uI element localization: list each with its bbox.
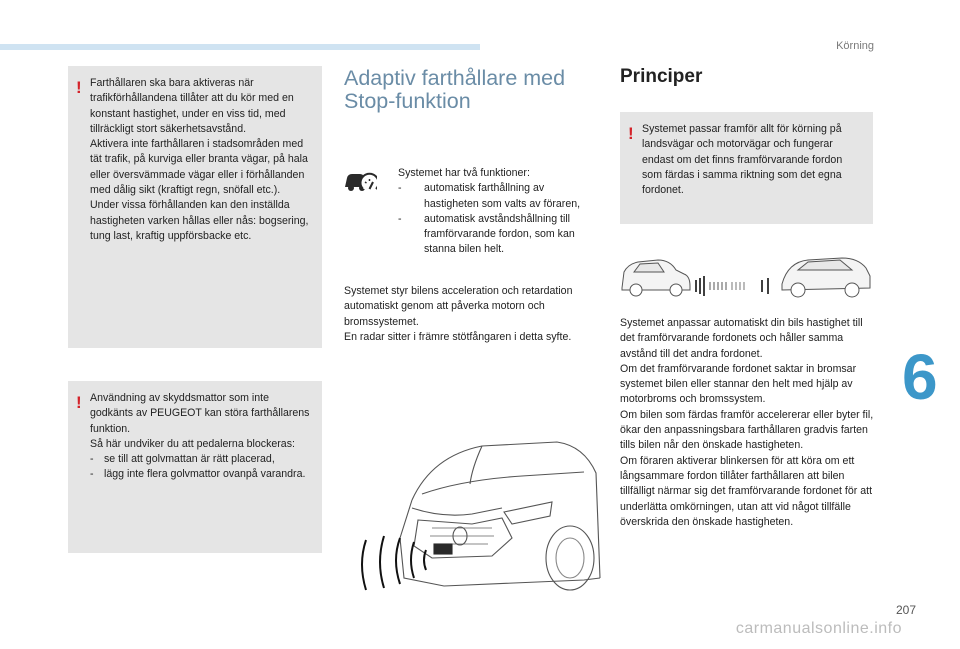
- warning-icon: !: [628, 124, 634, 143]
- warning-paragraph: Under vissa förhållanden kan den inställda hastigheten varken hållas eller nås: bogsering, tung last, kraftig uppförsbacke etc.: [90, 199, 309, 242]
- header-bar: [0, 44, 480, 50]
- body-paragraph: Om bilen som färdas framför accelererar eller byter fil, ökar den anpassningsbara farthållaren gradvis farten tills bilen når den önskade hastigheten.: [620, 408, 874, 452]
- body-paragraph: Systemet styr bilens acceleration och retardation automatiskt genom att påverka motorn och bromssystemet.: [344, 285, 573, 328]
- list-item: - automatisk farthållning av hastigheten som valts av föraren,: [398, 181, 598, 212]
- list-item: - lägg inte flera golvmattor ovanpå varandra.: [90, 467, 314, 482]
- car-front-radar-illustration: [352, 428, 604, 598]
- section-name: Körning: [836, 40, 874, 52]
- floor-mat-list: [90, 452, 314, 483]
- warning-box-principles: [620, 112, 873, 224]
- functions-intro: Systemet har två funktioner:: [398, 167, 530, 179]
- page-number: 207: [895, 603, 916, 617]
- warning-icon: !: [76, 78, 82, 97]
- warning-paragraph: Användning av skyddsmattor som inte godkänts av PEUGEOT kan störa farthållarens funktion.: [90, 392, 310, 435]
- warning-paragraph: Aktivera inte farthållaren i stadsområden med tät trafik, på kurviga eller branta vägar, på hala eller översvämmade vägar eller i förhållanden med dålig sikt (kraftigt regn, snöfall etc.).: [90, 138, 308, 197]
- warning-box-usage: [68, 66, 322, 348]
- list-item: - se till att golvmattan är rätt placerad,: [90, 452, 314, 467]
- warning-box-floor-mats: [68, 381, 322, 553]
- warning-paragraph: Systemet passar framför allt för körning på landsvägar och motorvägar och fungerar endast om det finns framförvarande fordon som färdas i samma riktning som det egna fordonet.: [642, 123, 843, 197]
- body-paragraph: Systemet anpassar automatiskt din bils hastighet till det framförvarande fordonets och håller samma avstånd till det andra fordonet.: [620, 317, 863, 360]
- body-paragraph: Om föraren aktiverar blinkersen för att köra om ett långsammare fordon tillåter farthållaren att bilen tillfälligt närmar sig det framförvarande fordonet för att underlätta omkörningen, utan att vid något tillfälle överskrida den önskade hastigheten.: [620, 454, 873, 528]
- section-title: Adaptiv farthållare med Stop-funktion: [344, 66, 566, 113]
- list-item: - automatisk avståndshållning till framförvarande fordon, som kan stanna bilen helt.: [398, 212, 598, 258]
- principles-title: Principer: [620, 66, 703, 87]
- warning-paragraph: Farthållaren ska bara aktiveras när trafikförhållandena tillåter att du kör med en konstant hastighet, under en viss tid, med tillräckligt stort säkerhetsavstånd.: [90, 77, 294, 135]
- warning-icon: !: [76, 393, 82, 412]
- functions-list: [398, 181, 598, 257]
- body-paragraph: Om det framförvarande fordonet saktar in bromsar systemet bilen eller stannar den helt med hjälp av motorbroms och bromssystem.: [620, 362, 857, 406]
- two-cars-radar-illustration: [618, 250, 874, 300]
- speedometer-car-icon: [343, 167, 377, 195]
- watermark: carmanualsonline.info: [735, 620, 902, 637]
- warning-paragraph: Så här undviker du att pedalerna blockeras:: [90, 437, 295, 450]
- body-paragraph: En radar sitter i främre stötfångaren i detta syfte.: [344, 330, 572, 343]
- chapter-number: 6: [902, 341, 938, 413]
